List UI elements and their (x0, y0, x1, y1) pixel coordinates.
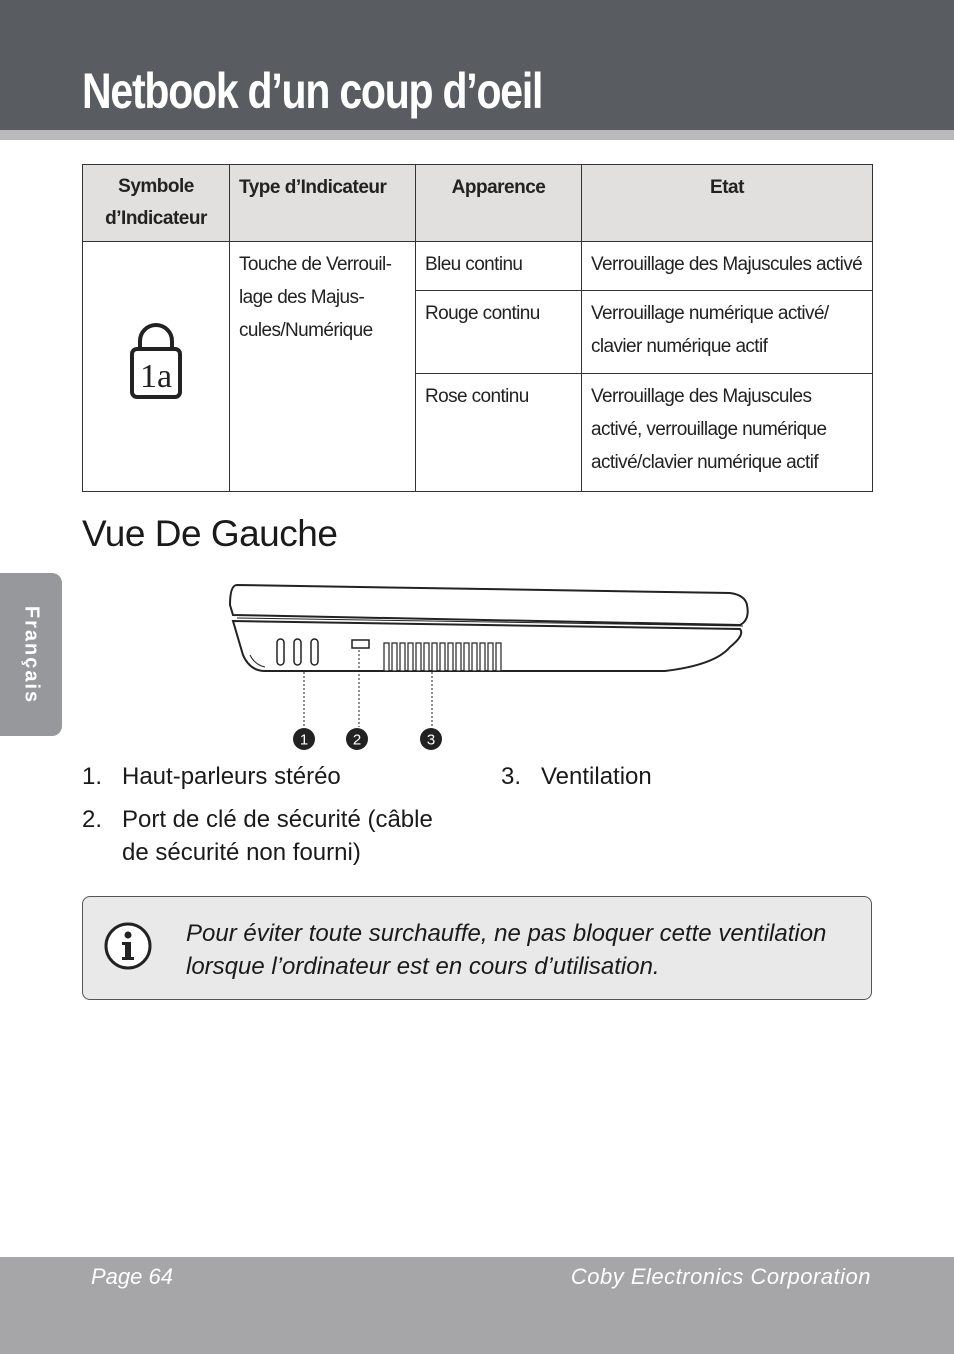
speaker-grille (277, 639, 318, 665)
header-state: Etat (582, 165, 873, 242)
table-row (83, 242, 873, 291)
svg-text:2: 2 (352, 731, 362, 749)
page-title: Netbook d’un coup d’oeil (82, 63, 543, 119)
note-text: Pour éviter toute surchauffe, ne pas bloquer cette ventilation lorsque l’ordinateur est en cours d’utilisation. (186, 920, 827, 980)
company-name: Coby Electronics Corporation (570, 1264, 871, 1289)
type-text: Touche de Verrouil-lage des Majus-cules/Numérique (239, 254, 392, 341)
svg-text:3: 3 (426, 731, 436, 749)
page-number: Page 64 (91, 1264, 173, 1289)
appearance-cell: Rouge continu (416, 290, 582, 373)
callout-1 (293, 728, 315, 750)
section-title: Vue De Gauche (82, 513, 338, 554)
state-cell: Verrouillage des Majuscules activé, verrouillage numérique activé/clavier numérique actif (582, 373, 873, 491)
indicator-table (82, 164, 873, 492)
caps-num-lock-icon-text: 1a (139, 358, 173, 395)
security-slot (352, 640, 369, 648)
type-cell (230, 242, 416, 492)
laptop-base (233, 621, 741, 671)
symbol-cell (83, 242, 230, 492)
header-stripe (0, 130, 954, 140)
language-tab (0, 573, 62, 736)
header-type: Type d’Indicateur (230, 165, 416, 242)
page-footer (0, 1257, 954, 1354)
note-box (82, 896, 872, 1000)
page-header (0, 0, 954, 130)
appearance-cell: Bleu continu (416, 242, 582, 291)
language-tab-label: Français (20, 605, 43, 704)
info-icon (103, 921, 153, 971)
laptop-left-side-diagram (225, 575, 755, 755)
header-appearance: Apparence (416, 165, 582, 242)
state-cell: Verrouillage des Majuscules activé (582, 242, 873, 291)
callout-2 (346, 728, 368, 750)
table-header-row (83, 165, 873, 242)
caps-num-lock-icon (128, 321, 184, 401)
appearance-cell: Rose continu (416, 373, 582, 491)
callout-3 (420, 728, 442, 750)
state-cell: Verrouillage numérique activé/ clavier numérique actif (582, 290, 873, 373)
vent-grille (384, 643, 501, 671)
svg-text:1: 1 (299, 731, 309, 749)
header-symbol: Symbole d’Indicateur (83, 165, 230, 242)
